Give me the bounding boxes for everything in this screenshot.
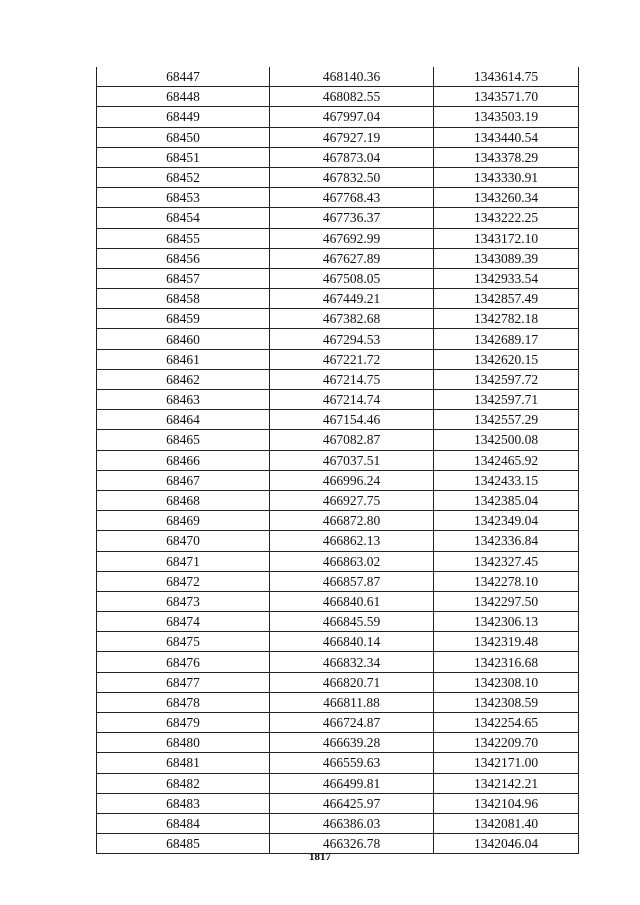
x-coordinate-cell: 466811.88 <box>270 692 434 712</box>
table-row <box>97 733 579 753</box>
x-coordinate-cell: 466499.81 <box>270 773 434 793</box>
point-id-cell: 68447 <box>97 67 270 87</box>
y-coordinate-cell: 1343503.19 <box>434 107 579 127</box>
table-row <box>97 713 579 733</box>
point-id-cell: 68465 <box>97 430 270 450</box>
x-coordinate-cell: 467873.04 <box>270 147 434 167</box>
table-row <box>97 329 579 349</box>
y-coordinate-cell: 1342500.08 <box>434 430 579 450</box>
point-id-cell: 68452 <box>97 167 270 187</box>
x-coordinate-cell: 467154.46 <box>270 410 434 430</box>
table-row <box>97 612 579 632</box>
point-id-cell: 68463 <box>97 390 270 410</box>
table-row <box>97 87 579 107</box>
x-coordinate-cell: 466840.14 <box>270 632 434 652</box>
point-id-cell: 68468 <box>97 490 270 510</box>
y-coordinate-cell: 1342142.21 <box>434 773 579 793</box>
table-row <box>97 349 579 369</box>
x-coordinate-cell: 466863.02 <box>270 551 434 571</box>
point-id-cell: 68461 <box>97 349 270 369</box>
x-coordinate-cell: 467692.99 <box>270 228 434 248</box>
point-id-cell: 68457 <box>97 268 270 288</box>
x-coordinate-cell: 467627.89 <box>270 248 434 268</box>
x-coordinate-cell: 466639.28 <box>270 733 434 753</box>
y-coordinate-cell: 1342319.48 <box>434 632 579 652</box>
x-coordinate-cell: 466857.87 <box>270 571 434 591</box>
point-id-cell: 68481 <box>97 753 270 773</box>
y-coordinate-cell: 1342433.15 <box>434 470 579 490</box>
x-coordinate-cell: 467832.50 <box>270 167 434 187</box>
point-id-cell: 68482 <box>97 773 270 793</box>
y-coordinate-cell: 1342306.13 <box>434 612 579 632</box>
y-coordinate-cell: 1342308.10 <box>434 672 579 692</box>
point-id-cell: 68462 <box>97 369 270 389</box>
point-id-cell: 68470 <box>97 531 270 551</box>
table-row <box>97 591 579 611</box>
y-coordinate-cell: 1342081.40 <box>434 813 579 833</box>
point-id-cell: 68459 <box>97 309 270 329</box>
point-id-cell: 68480 <box>97 733 270 753</box>
point-id-cell: 68449 <box>97 107 270 127</box>
x-coordinate-cell: 466326.78 <box>270 834 434 854</box>
point-id-cell: 68458 <box>97 289 270 309</box>
table-row <box>97 470 579 490</box>
table-row <box>97 692 579 712</box>
point-id-cell: 68453 <box>97 188 270 208</box>
y-coordinate-cell: 1342689.17 <box>434 329 579 349</box>
table-row <box>97 571 579 591</box>
y-coordinate-cell: 1343172.10 <box>434 228 579 248</box>
table-row <box>97 430 579 450</box>
x-coordinate-cell: 467382.68 <box>270 309 434 329</box>
table-row <box>97 652 579 672</box>
x-coordinate-cell: 467294.53 <box>270 329 434 349</box>
y-coordinate-cell: 1342046.04 <box>434 834 579 854</box>
y-coordinate-cell: 1342465.92 <box>434 450 579 470</box>
y-coordinate-cell: 1343260.34 <box>434 188 579 208</box>
point-id-cell: 68456 <box>97 248 270 268</box>
table-row <box>97 490 579 510</box>
table-row <box>97 147 579 167</box>
point-id-cell: 68485 <box>97 834 270 854</box>
coordinates-table-body <box>97 67 579 854</box>
table-row <box>97 531 579 551</box>
table-row <box>97 268 579 288</box>
table-row <box>97 67 579 87</box>
y-coordinate-cell: 1342104.96 <box>434 793 579 813</box>
y-coordinate-cell: 1342857.49 <box>434 289 579 309</box>
y-coordinate-cell: 1343571.70 <box>434 87 579 107</box>
y-coordinate-cell: 1342933.54 <box>434 268 579 288</box>
y-coordinate-cell: 1342385.04 <box>434 490 579 510</box>
coordinates-table <box>96 67 579 854</box>
table-row <box>97 369 579 389</box>
x-coordinate-cell: 466996.24 <box>270 470 434 490</box>
x-coordinate-cell: 466425.97 <box>270 793 434 813</box>
x-coordinate-cell: 467508.05 <box>270 268 434 288</box>
table-row <box>97 188 579 208</box>
point-id-cell: 68476 <box>97 652 270 672</box>
table-row <box>97 672 579 692</box>
point-id-cell: 68466 <box>97 450 270 470</box>
y-coordinate-cell: 1342336.84 <box>434 531 579 551</box>
x-coordinate-cell: 466559.63 <box>270 753 434 773</box>
x-coordinate-cell: 467927.19 <box>270 127 434 147</box>
table-row <box>97 208 579 228</box>
y-coordinate-cell: 1342254.65 <box>434 713 579 733</box>
table-row <box>97 551 579 571</box>
point-id-cell: 68483 <box>97 793 270 813</box>
page-number: 1817 <box>309 851 331 863</box>
table-row <box>97 753 579 773</box>
y-coordinate-cell: 1342327.45 <box>434 551 579 571</box>
y-coordinate-cell: 1342597.71 <box>434 390 579 410</box>
point-id-cell: 68478 <box>97 692 270 712</box>
table-row <box>97 511 579 531</box>
table-row <box>97 632 579 652</box>
table-row <box>97 248 579 268</box>
y-coordinate-cell: 1342782.18 <box>434 309 579 329</box>
y-coordinate-cell: 1342209.70 <box>434 733 579 753</box>
point-id-cell: 68467 <box>97 470 270 490</box>
x-coordinate-cell: 466840.61 <box>270 591 434 611</box>
x-coordinate-cell: 467221.72 <box>270 349 434 369</box>
coordinates-table-container <box>96 67 578 854</box>
table-row <box>97 127 579 147</box>
y-coordinate-cell: 1343222.25 <box>434 208 579 228</box>
point-id-cell: 68473 <box>97 591 270 611</box>
y-coordinate-cell: 1343614.75 <box>434 67 579 87</box>
y-coordinate-cell: 1343378.29 <box>434 147 579 167</box>
table-row <box>97 167 579 187</box>
y-coordinate-cell: 1343089.39 <box>434 248 579 268</box>
point-id-cell: 68479 <box>97 713 270 733</box>
point-id-cell: 68450 <box>97 127 270 147</box>
point-id-cell: 68460 <box>97 329 270 349</box>
x-coordinate-cell: 466832.34 <box>270 652 434 672</box>
point-id-cell: 68451 <box>97 147 270 167</box>
point-id-cell: 68454 <box>97 208 270 228</box>
x-coordinate-cell: 468082.55 <box>270 87 434 107</box>
point-id-cell: 68484 <box>97 813 270 833</box>
table-row <box>97 289 579 309</box>
x-coordinate-cell: 467997.04 <box>270 107 434 127</box>
x-coordinate-cell: 466927.75 <box>270 490 434 510</box>
point-id-cell: 68455 <box>97 228 270 248</box>
x-coordinate-cell: 467037.51 <box>270 450 434 470</box>
y-coordinate-cell: 1342316.68 <box>434 652 579 672</box>
x-coordinate-cell: 467214.74 <box>270 390 434 410</box>
table-row <box>97 390 579 410</box>
y-coordinate-cell: 1342171.00 <box>434 753 579 773</box>
x-coordinate-cell: 466386.03 <box>270 813 434 833</box>
point-id-cell: 68471 <box>97 551 270 571</box>
x-coordinate-cell: 468140.36 <box>270 67 434 87</box>
table-row <box>97 107 579 127</box>
x-coordinate-cell: 467736.37 <box>270 208 434 228</box>
x-coordinate-cell: 467768.43 <box>270 188 434 208</box>
table-row <box>97 793 579 813</box>
y-coordinate-cell: 1342557.29 <box>434 410 579 430</box>
y-coordinate-cell: 1342620.15 <box>434 349 579 369</box>
point-id-cell: 68469 <box>97 511 270 531</box>
point-id-cell: 68475 <box>97 632 270 652</box>
x-coordinate-cell: 467214.75 <box>270 369 434 389</box>
y-coordinate-cell: 1343440.54 <box>434 127 579 147</box>
y-coordinate-cell: 1342308.59 <box>434 692 579 712</box>
point-id-cell: 68464 <box>97 410 270 430</box>
y-coordinate-cell: 1342597.72 <box>434 369 579 389</box>
x-coordinate-cell: 466724.87 <box>270 713 434 733</box>
x-coordinate-cell: 466820.71 <box>270 672 434 692</box>
y-coordinate-cell: 1343330.91 <box>434 167 579 187</box>
y-coordinate-cell: 1342278.10 <box>434 571 579 591</box>
point-id-cell: 68448 <box>97 87 270 107</box>
y-coordinate-cell: 1342349.04 <box>434 511 579 531</box>
point-id-cell: 68477 <box>97 672 270 692</box>
table-row <box>97 410 579 430</box>
x-coordinate-cell: 467082.87 <box>270 430 434 450</box>
x-coordinate-cell: 466872.80 <box>270 511 434 531</box>
x-coordinate-cell: 466845.59 <box>270 612 434 632</box>
table-row <box>97 309 579 329</box>
table-row <box>97 450 579 470</box>
point-id-cell: 68474 <box>97 612 270 632</box>
table-row <box>97 228 579 248</box>
table-row <box>97 773 579 793</box>
x-coordinate-cell: 466862.13 <box>270 531 434 551</box>
x-coordinate-cell: 467449.21 <box>270 289 434 309</box>
y-coordinate-cell: 1342297.50 <box>434 591 579 611</box>
table-row <box>97 813 579 833</box>
point-id-cell: 68472 <box>97 571 270 591</box>
